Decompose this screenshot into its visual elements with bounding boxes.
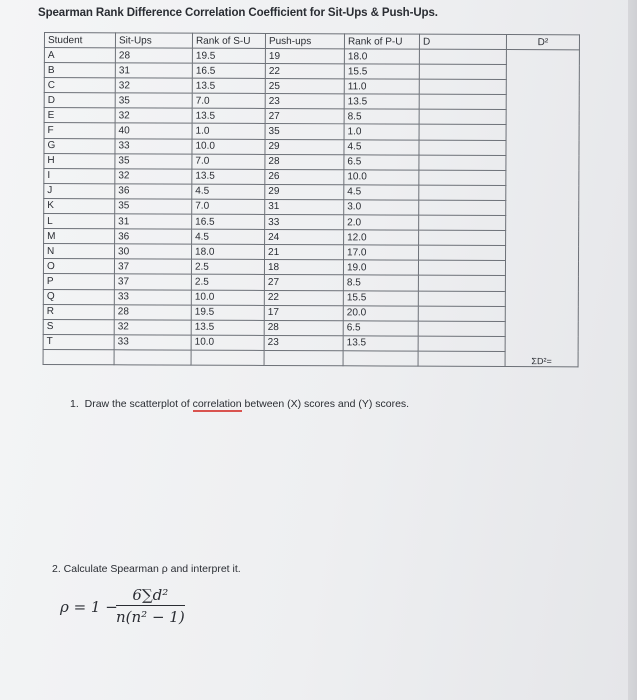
table-body xyxy=(43,48,579,367)
formula-denominator: n(n² − 1) xyxy=(116,608,185,626)
cell-rank-su: 4.5 xyxy=(192,184,265,199)
cell-student: G xyxy=(44,138,115,153)
header-push-ups: Push-ups xyxy=(265,33,344,48)
question-1-number: 1. xyxy=(70,398,79,410)
question-1-text-end: between (X) scores and (Y) scores. xyxy=(241,398,410,410)
cell-d xyxy=(419,230,506,245)
question-1 xyxy=(70,398,409,410)
formula-lhs: ρ = 1 − xyxy=(60,598,118,616)
header-rank-su: Rank of S-U xyxy=(192,33,265,48)
cell-rank-pu: 11.0 xyxy=(344,79,419,94)
cell-rank-su: 19.5 xyxy=(192,48,265,63)
cell-empty xyxy=(191,350,264,365)
cell-d xyxy=(419,170,506,185)
cell-push-ups: 17 xyxy=(264,305,343,320)
cell-sit-ups: 33 xyxy=(115,138,192,153)
question-2: 2. Calculate Spearman ρ and interpret it. xyxy=(52,563,241,575)
cell-rank-pu: 12.0 xyxy=(344,230,419,245)
cell-student: B xyxy=(44,63,115,78)
cell-rank-su: 19.5 xyxy=(191,305,264,320)
cell-rank-su: 7.0 xyxy=(192,154,265,169)
cell-sit-ups: 30 xyxy=(115,244,192,259)
cell-empty xyxy=(418,351,505,366)
cell-student: I xyxy=(44,168,115,183)
cell-d xyxy=(419,49,506,64)
cell-sit-ups: 37 xyxy=(114,259,191,274)
cell-rank-pu: 15.5 xyxy=(343,290,418,305)
cell-d xyxy=(419,215,506,230)
cell-rank-su: 2.5 xyxy=(191,259,264,274)
cell-student: C xyxy=(44,78,115,93)
cell-push-ups: 19 xyxy=(265,48,344,63)
header-sit-ups: Sit-Ups xyxy=(115,33,192,48)
cell-student: Q xyxy=(43,289,114,304)
cell-rank-su: 13.5 xyxy=(192,109,265,124)
cell-sit-ups: 31 xyxy=(115,214,192,229)
cell-push-ups: 21 xyxy=(265,245,344,260)
cell-push-ups: 35 xyxy=(265,124,344,139)
cell-student: O xyxy=(43,259,114,274)
cell-push-ups: 22 xyxy=(264,290,343,305)
cell-rank-pu: 6.5 xyxy=(343,320,418,335)
cell-sit-ups: 37 xyxy=(114,274,191,289)
cell-sit-ups: 35 xyxy=(115,93,192,108)
cell-rank-su: 13.5 xyxy=(192,78,265,93)
cell-d xyxy=(419,185,506,200)
cell-push-ups: 29 xyxy=(265,139,344,154)
cell-push-ups: 33 xyxy=(265,214,344,229)
cell-sit-ups: 33 xyxy=(114,335,191,350)
cell-sit-ups: 28 xyxy=(114,304,191,319)
cell-rank-pu: 20.0 xyxy=(343,305,418,320)
formula-numerator: 6∑d² xyxy=(116,586,185,606)
cell-sit-ups: 32 xyxy=(115,169,192,184)
cell-push-ups: 29 xyxy=(265,184,344,199)
cell-rank-pu: 15.5 xyxy=(344,64,419,79)
cell-push-ups: 23 xyxy=(264,335,343,350)
cell-student: R xyxy=(43,304,114,319)
cell-push-ups: 31 xyxy=(265,199,344,214)
cell-rank-su: 16.5 xyxy=(192,63,265,78)
cell-push-ups: 28 xyxy=(265,154,344,169)
cell-d xyxy=(418,336,505,351)
cell-d-squared-column xyxy=(505,50,579,367)
cell-push-ups: 27 xyxy=(264,275,343,290)
cell-rank-su: 1.0 xyxy=(192,124,265,139)
header-student: Student xyxy=(44,33,115,48)
cell-rank-su: 10.0 xyxy=(191,335,264,350)
cell-rank-pu: 8.5 xyxy=(343,275,418,290)
cell-d xyxy=(418,306,505,321)
cell-push-ups: 22 xyxy=(265,64,344,79)
cell-sit-ups: 32 xyxy=(114,319,191,334)
cell-d xyxy=(419,64,506,79)
cell-push-ups: 26 xyxy=(265,169,344,184)
cell-d xyxy=(419,155,506,170)
cell-student: N xyxy=(44,244,115,259)
cell-sit-ups: 36 xyxy=(115,184,192,199)
cell-sit-ups: 28 xyxy=(115,48,192,63)
cell-rank-pu: 10.0 xyxy=(344,170,419,185)
cell-student: H xyxy=(44,153,115,168)
header-d: D xyxy=(419,34,506,49)
cell-rank-pu: 19.0 xyxy=(343,260,418,275)
header-d-squared: D² xyxy=(506,35,579,50)
cell-push-ups: 25 xyxy=(265,79,344,94)
cell-student: A xyxy=(44,48,115,63)
cell-sit-ups: 33 xyxy=(114,289,191,304)
cell-student: T xyxy=(43,334,114,349)
cell-rank-pu: 13.5 xyxy=(344,94,419,109)
cell-rank-pu: 3.0 xyxy=(344,200,419,215)
cell-d xyxy=(419,79,506,94)
cell-rank-pu: 4.5 xyxy=(344,185,419,200)
cell-d xyxy=(419,200,506,215)
cell-d xyxy=(418,276,505,291)
cell-sit-ups: 35 xyxy=(115,153,192,168)
table-row-empty xyxy=(43,349,578,366)
cell-d xyxy=(419,125,506,140)
cell-rank-su: 13.5 xyxy=(191,320,264,335)
header-rank-pu: Rank of P-U xyxy=(344,34,419,49)
cell-student: P xyxy=(43,274,114,289)
cell-rank-su: 2.5 xyxy=(191,275,264,290)
cell-student: L xyxy=(44,214,115,229)
cell-d xyxy=(419,245,506,260)
question-1-text-start: Draw the scatterplot of xyxy=(84,398,193,410)
cell-empty xyxy=(264,350,343,365)
cell-rank-pu: 2.0 xyxy=(344,215,419,230)
cell-rank-su: 13.5 xyxy=(192,169,265,184)
cell-rank-su: 10.0 xyxy=(192,139,265,154)
cell-push-ups: 24 xyxy=(265,230,344,245)
cell-rank-su: 16.5 xyxy=(192,214,265,229)
cell-rank-su: 18.0 xyxy=(192,244,265,259)
cell-rank-pu: 13.5 xyxy=(343,336,418,351)
cell-push-ups: 28 xyxy=(264,320,343,335)
cell-empty xyxy=(343,351,418,366)
cell-d xyxy=(418,321,505,336)
sum-d-squared-label: ΣD²= xyxy=(531,356,552,367)
cell-d xyxy=(419,140,506,155)
cell-push-ups: 27 xyxy=(265,109,344,124)
page-title: Spearman Rank Difference Correlation Coefficient for Sit-Ups & Push-Ups. xyxy=(38,7,438,19)
cell-student: K xyxy=(44,198,115,213)
cell-empty xyxy=(43,349,114,364)
cell-rank-su: 10.0 xyxy=(191,290,264,305)
cell-student: J xyxy=(44,183,115,198)
cell-d xyxy=(418,291,505,306)
spearman-table xyxy=(43,32,580,367)
cell-rank-pu: 18.0 xyxy=(344,49,419,64)
cell-rank-su: 4.5 xyxy=(192,229,265,244)
cell-d xyxy=(418,260,505,275)
cell-rank-pu: 17.0 xyxy=(344,245,419,260)
formula-fraction xyxy=(116,586,185,626)
cell-student: M xyxy=(44,229,115,244)
page-edge xyxy=(628,0,637,700)
cell-student: F xyxy=(44,123,115,138)
cell-sit-ups: 32 xyxy=(115,78,192,93)
cell-sit-ups: 32 xyxy=(115,108,192,123)
cell-sit-ups: 40 xyxy=(115,123,192,138)
cell-d xyxy=(419,110,506,125)
cell-push-ups: 18 xyxy=(264,260,343,275)
cell-sit-ups: 31 xyxy=(115,63,192,78)
cell-empty xyxy=(114,350,191,365)
cell-rank-pu: 1.0 xyxy=(344,124,419,139)
cell-rank-su: 7.0 xyxy=(192,93,265,108)
cell-rank-pu: 4.5 xyxy=(344,139,419,154)
cell-sit-ups: 36 xyxy=(115,229,192,244)
cell-d xyxy=(419,94,506,109)
cell-push-ups: 23 xyxy=(265,94,344,109)
cell-rank-pu: 8.5 xyxy=(344,109,419,124)
cell-rank-pu: 6.5 xyxy=(344,154,419,169)
cell-sit-ups: 35 xyxy=(115,199,192,214)
cell-student: E xyxy=(44,108,115,123)
cell-student: S xyxy=(43,319,114,334)
question-1-underlined-word: correlation xyxy=(192,398,242,410)
cell-rank-su: 7.0 xyxy=(192,199,265,214)
cell-student: D xyxy=(44,93,115,108)
